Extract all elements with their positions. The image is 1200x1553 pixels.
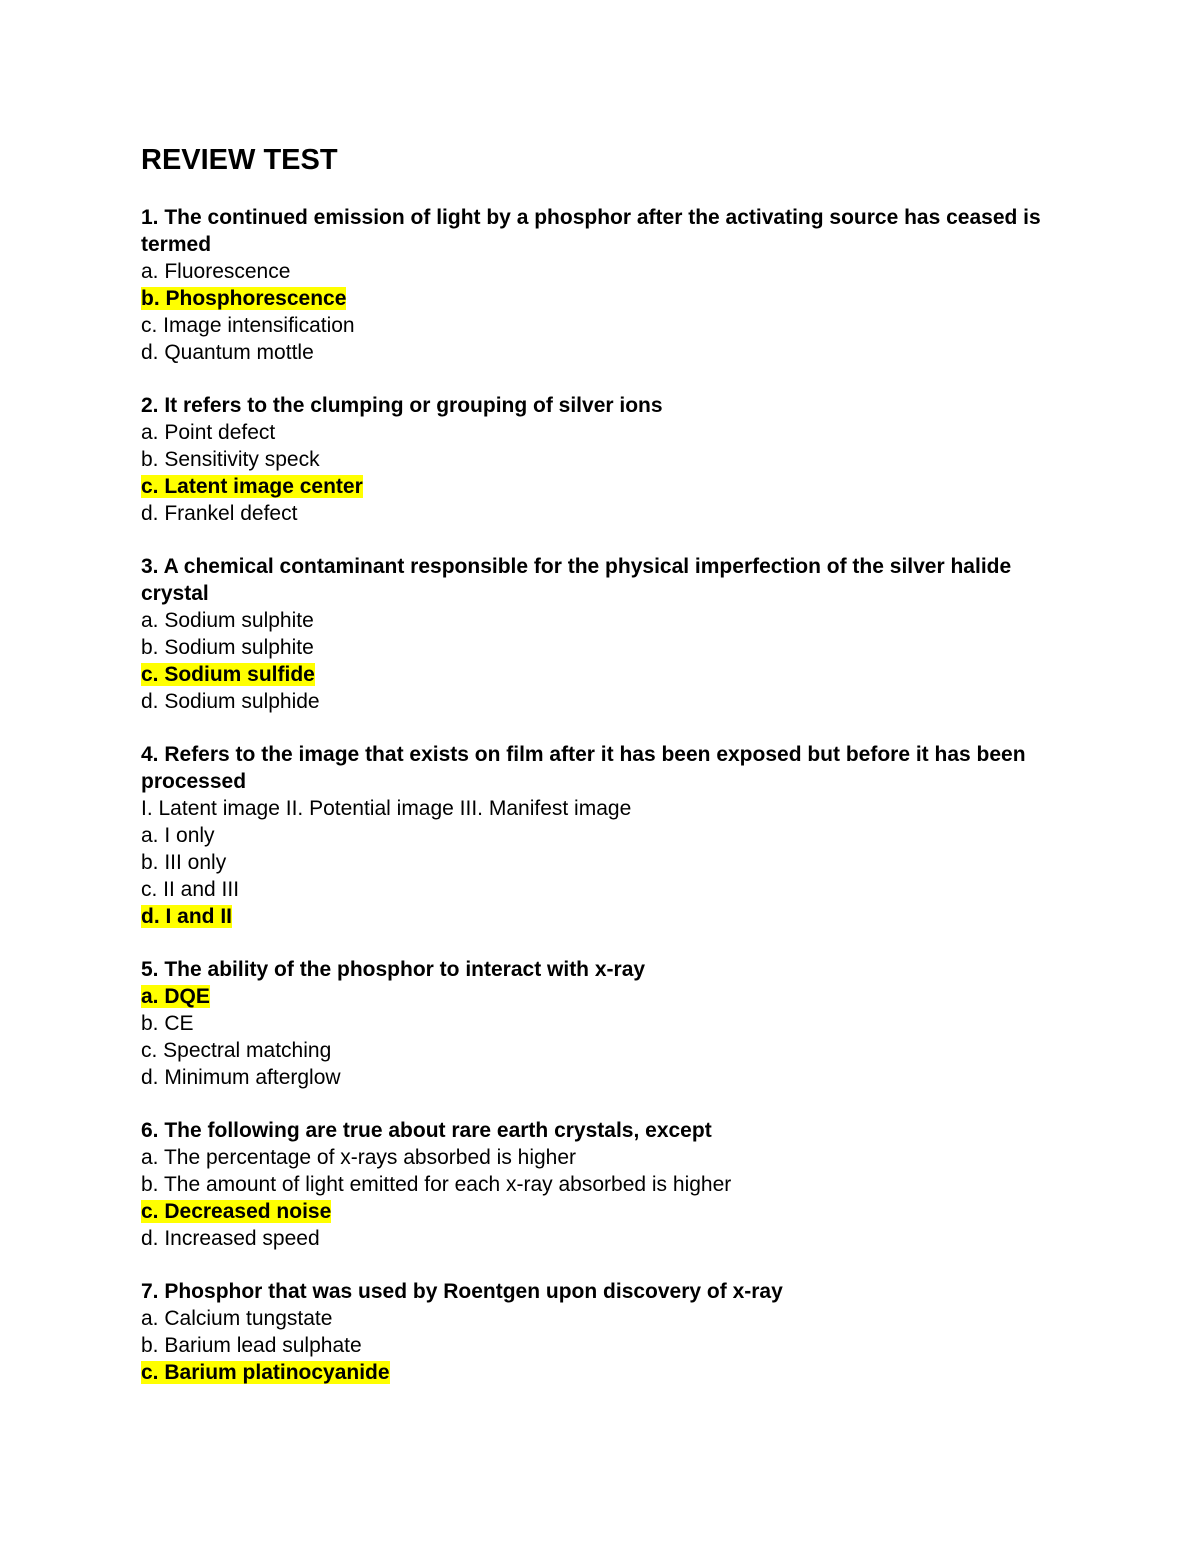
question-text: 7. Phosphor that was used by Roentgen upon discovery of x-ray bbox=[141, 1280, 783, 1303]
option-label: d. Frankel defect bbox=[141, 502, 298, 525]
correct-answer-option bbox=[141, 473, 1081, 500]
answer-option bbox=[141, 1144, 1081, 1171]
option-label: d. Sodium sulphide bbox=[141, 690, 320, 713]
option-label: d. Minimum afterglow bbox=[141, 1066, 341, 1089]
question-2 bbox=[141, 392, 1081, 527]
question-text: 1. The continued emission of light by a phosphor after the activating source has ceased is termed bbox=[141, 206, 1041, 256]
answer-option bbox=[141, 634, 1081, 661]
option-label: a. Calcium tungstate bbox=[141, 1307, 333, 1330]
question-5 bbox=[141, 956, 1081, 1091]
answer-option bbox=[141, 1225, 1081, 1252]
option-label: a. I only bbox=[141, 824, 215, 847]
answer-option bbox=[141, 339, 1081, 366]
correct-answer-option bbox=[141, 285, 1081, 312]
question-text: 2. It refers to the clumping or grouping of silver ions bbox=[141, 394, 663, 417]
question-text: 6. The following are true about rare earth crystals, except bbox=[141, 1119, 712, 1142]
correct-answer-option bbox=[141, 1198, 1081, 1225]
question-4 bbox=[141, 741, 1081, 930]
document-title: REVIEW TEST bbox=[141, 144, 338, 176]
answer-option bbox=[141, 1332, 1081, 1359]
option-label: b. Phosphorescence bbox=[141, 287, 347, 310]
option-label: c. Spectral matching bbox=[141, 1039, 332, 1062]
option-label: a. Fluorescence bbox=[141, 260, 291, 283]
question-text: 3. A chemical contaminant responsible for the physical imperfection of the silver halide crystal bbox=[141, 555, 1012, 605]
option-label: c. Sodium sulfide bbox=[141, 663, 315, 686]
question-text: 5. The ability of the phosphor to interact with x-ray bbox=[141, 958, 646, 981]
answer-option bbox=[141, 1305, 1081, 1332]
option-label: c. Barium platinocyanide bbox=[141, 1361, 390, 1384]
answer-option bbox=[141, 419, 1081, 446]
question-list bbox=[141, 204, 1081, 1386]
answer-option bbox=[141, 1064, 1081, 1091]
option-label: c. Decreased noise bbox=[141, 1200, 332, 1223]
correct-answer-option bbox=[141, 1359, 1081, 1386]
answer-option bbox=[141, 500, 1081, 527]
option-label: b. III only bbox=[141, 851, 227, 874]
option-label: a. Sodium sulphite bbox=[141, 609, 314, 632]
correct-answer-option bbox=[141, 661, 1081, 688]
answer-option bbox=[141, 312, 1081, 339]
answer-option bbox=[141, 1010, 1081, 1037]
document-page bbox=[141, 140, 1081, 1412]
question-3 bbox=[141, 553, 1081, 715]
question-7 bbox=[141, 1278, 1081, 1386]
answer-option bbox=[141, 1037, 1081, 1064]
answer-option bbox=[141, 446, 1081, 473]
option-label: b. The amount of light emitted for each x-ray absorbed is higher bbox=[141, 1173, 732, 1196]
answer-option bbox=[141, 822, 1081, 849]
answer-option bbox=[141, 1171, 1081, 1198]
answer-option bbox=[141, 688, 1081, 715]
option-label: d. Quantum mottle bbox=[141, 341, 314, 364]
question-6 bbox=[141, 1117, 1081, 1252]
option-label: d. Increased speed bbox=[141, 1227, 320, 1250]
option-label: c. II and III bbox=[141, 878, 240, 901]
option-label: b. Sensitivity speck bbox=[141, 448, 320, 471]
option-label: c. Image intensification bbox=[141, 314, 355, 337]
option-label: d. I and II bbox=[141, 905, 233, 928]
option-label: a. DQE bbox=[141, 985, 210, 1008]
question-text: 4. Refers to the image that exists on film after it has been exposed but before it has been processed bbox=[141, 743, 1026, 793]
option-label: b. CE bbox=[141, 1012, 194, 1035]
option-label: c. Latent image center bbox=[141, 475, 363, 498]
question-1 bbox=[141, 204, 1081, 366]
answer-option bbox=[141, 876, 1081, 903]
correct-answer-option bbox=[141, 903, 1081, 930]
option-label: a. The percentage of x-rays absorbed is higher bbox=[141, 1146, 577, 1169]
answer-option bbox=[141, 849, 1081, 876]
option-label: b. Sodium sulphite bbox=[141, 636, 314, 659]
answer-option bbox=[141, 258, 1081, 285]
answer-option bbox=[141, 607, 1081, 634]
option-label: a. Point defect bbox=[141, 421, 276, 444]
option-label: b. Barium lead sulphate bbox=[141, 1334, 362, 1357]
correct-answer-option bbox=[141, 983, 1081, 1010]
question-statement: I. Latent image II. Potential image III. Manifest image bbox=[141, 797, 632, 820]
